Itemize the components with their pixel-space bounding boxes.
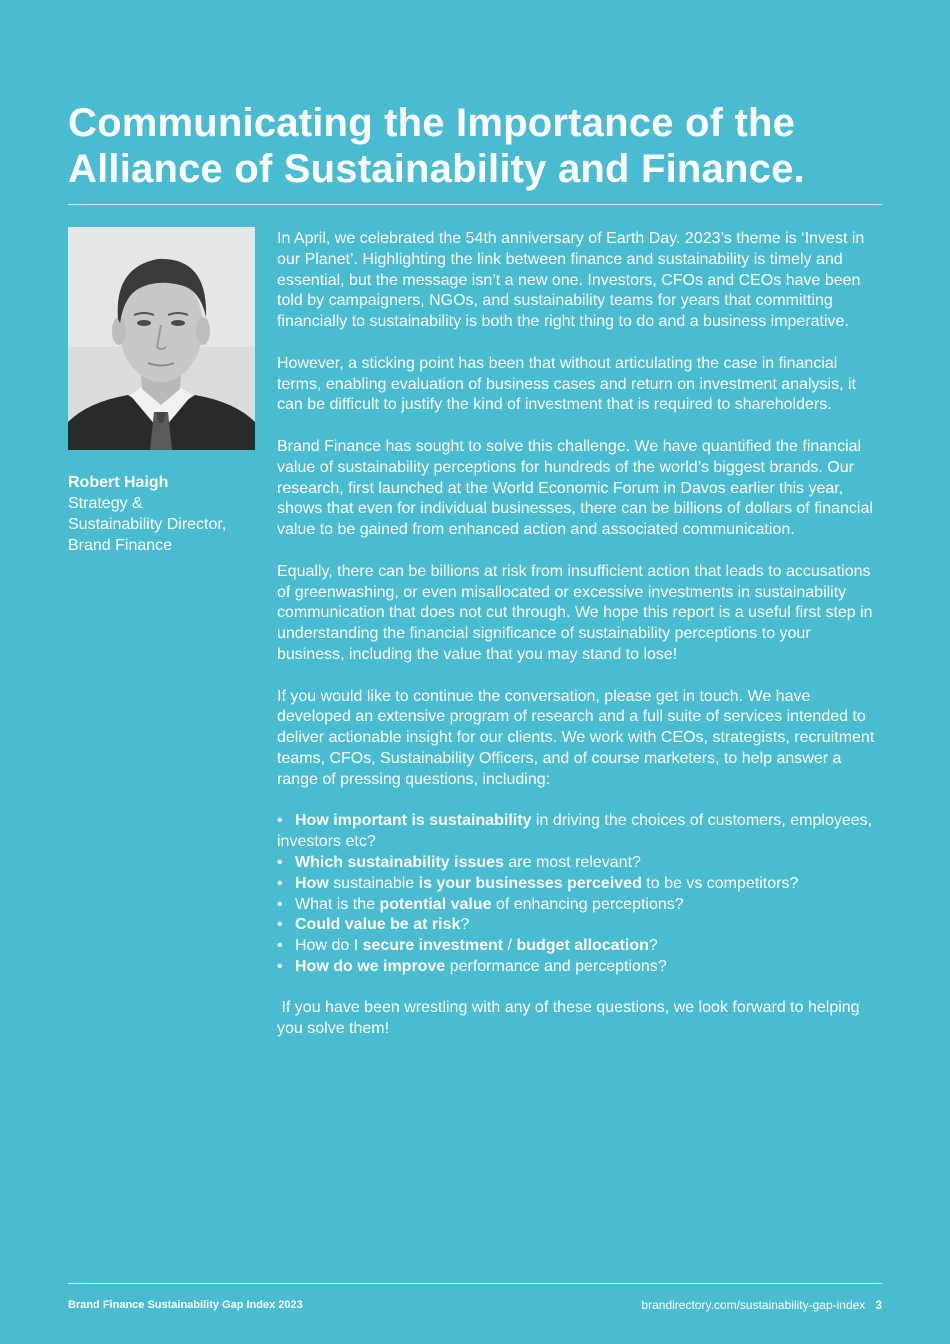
list-item-bold: budget allocation (516, 937, 649, 955)
author-role-line1: Strategy & (68, 495, 143, 512)
paragraph-1: In April, we celebrated the 54th anniversary of Earth Day. 2023’s theme is ‘Invest in our Planet’. Highlighting the link between finance and sustainability is timely and essential, but the message isn’t a new one. Investors, CFOs and CEOs have been told by campaigners, NGOs, and sustainability teams for years that committing financially to sustainability is both the right thing to do and a business imperative. (277, 230, 865, 331)
list-item-bold: Which sustainability issues (295, 853, 504, 871)
list-item-text: to be vs competitors? (641, 874, 799, 892)
list-item-text: ? (648, 937, 658, 955)
list-item-bold: potential value (379, 895, 492, 913)
list-item-bold: How important is sustainability (295, 812, 532, 830)
list-item (277, 915, 882, 936)
page-number: 3 (875, 1298, 882, 1312)
list-item-bold: How (295, 874, 329, 892)
list-item (277, 957, 882, 978)
list-item-text: of enhancing perceptions? (491, 895, 684, 913)
list-item-text: sustainable (328, 874, 419, 892)
page-title: Communicating the Importance of the Alliance of Sustainability and Finance. (68, 101, 805, 191)
bullet-icon: • (277, 937, 283, 955)
author-name: Robert Haigh (68, 474, 169, 491)
list-item (277, 936, 882, 957)
list-item (277, 811, 882, 853)
author-role-line3: Brand Finance (68, 537, 173, 554)
list-item-text: How do I (295, 937, 363, 955)
article-body (277, 229, 882, 1061)
list-item-text: performance and perceptions? (445, 957, 667, 975)
footer-right (641, 1298, 882, 1312)
paragraph-3: Brand Finance has sought to solve this challenge. We have quantified the financial value of sustainability perceptions for hundreds of the world’s biggest brands. Our research, first launched at the World Economic Forum in Davos earlier this year, shows that even for individual businesses, there can be billions of dollars of financial value to be gained from enhanced action and associated communication. (277, 437, 873, 539)
list-item-bold: is your businesses perceived (418, 874, 642, 892)
paragraph-4: Equally, there can be billions at risk from insufficient action that leads to accusations of greenwashing, or even misallocated or excessive investments in sustainability communication that does not cut through. We hope this report is a useful first step in understanding the financial significance of sustainability perceptions to your business, including the value that you may stand to lose! (277, 562, 873, 663)
footer-report-title: Brand Finance Sustainability Gap Index 2023 (68, 1299, 303, 1311)
list-item-text: in driving the choices of customers, employees, investors etc? (277, 812, 873, 851)
footer-divider (68, 1283, 882, 1284)
list-item-text: ? (460, 916, 470, 934)
list-item-bold: Could value be at risk (295, 916, 461, 934)
author-role-line2: Sustainability Director, (68, 516, 227, 533)
list-item (277, 853, 882, 874)
paragraph-2: However, a sticking point has been that without articulating the case in financial terms, enabling evaluation of business cases and return on investment analysis, it can be difficult to justify the kind of investment that is required to shareholders. (277, 354, 856, 414)
bullet-icon: • (277, 916, 283, 934)
title-divider (68, 204, 882, 205)
list-item-text: What is the (295, 895, 380, 913)
author-info (68, 472, 258, 556)
list-item (277, 874, 882, 895)
footer-url-link[interactable]: brandirectory.com/sustainability-gap-index (641, 1298, 866, 1312)
author-portrait (68, 227, 255, 450)
list-item-bold: secure investment (362, 937, 504, 955)
list-item-text: / (503, 937, 517, 955)
bullet-icon: • (277, 874, 283, 892)
paragraph-5: If you would like to continue the conversation, please get in touch. We have developed an extensive program of research and a full suite of services intended to deliver actionable insight for our clients. We work with CEOs, strategists, recruitment teams, CFOs, Sustainability Officers, and of course marketers, to help answer a range of pressing questions, including: (277, 687, 875, 788)
bullet-icon: • (277, 812, 283, 830)
list-item (277, 895, 882, 916)
list-item-bold: How do we improve (295, 957, 446, 975)
list-item-text: are most relevant? (503, 853, 641, 871)
bullet-icon: • (277, 957, 283, 975)
bullet-icon: • (277, 895, 283, 913)
bullet-icon: • (277, 853, 283, 871)
closing-paragraph: If you have been wrestling with any of these questions, we look forward to helping you solve them! (277, 999, 865, 1038)
question-list (277, 811, 882, 977)
